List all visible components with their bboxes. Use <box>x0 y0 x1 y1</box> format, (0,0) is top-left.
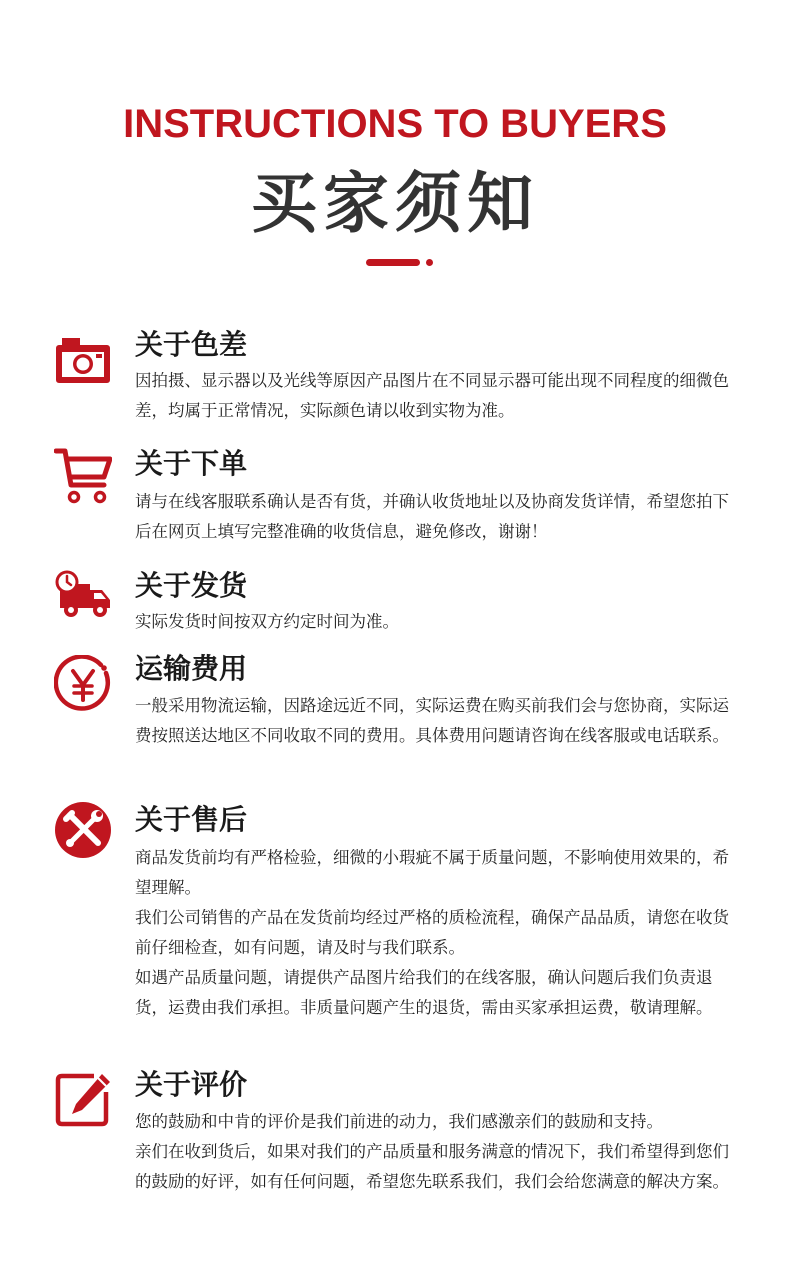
title-divider-dot <box>426 259 433 266</box>
yen-circle-icon <box>54 655 112 713</box>
section-paragraph: 实际发货时间按双方约定时间为准。 <box>135 612 399 631</box>
section-body <box>135 366 743 426</box>
section-paragraph: 因拍摄、显示器以及光线等原因产品图片在不同显示器可能出现不同程度的细微色差，均属于正常情况，实际颜色请以收到实物为准。 <box>135 371 729 420</box>
section-paragraph: 请与在线客服联系确认是否有货，并确认收货地址以及协商发货详情，希望您拍下后在网页上填写完整准确的收货信息，避免修改，谢谢！ <box>135 492 729 541</box>
section-paragraph: 您的鼓励和中肯的评价是我们前进的动力，我们感激亲们的鼓励和支持。 <box>135 1112 663 1131</box>
section-body <box>135 691 743 751</box>
section-body <box>135 843 743 1023</box>
section-paragraph: 一般采用物流运输，因路途远近不同，实际运费在购买前我们会与您协商，实际运费按照送达地区不同收取不同的费用。具体费用问题请咨询在线客服或电话联系。 <box>135 696 729 745</box>
section-title: 关于发货 <box>135 569 248 602</box>
edit-review-icon <box>54 1070 112 1128</box>
section-paragraph: 亲们在收到货后，如果对我们的产品质量和服务满意的情况下，我们希望得到您们的鼓励的好评，如有任何问题，希望您先联系我们，我们会给您满意的解决方案。 <box>135 1142 729 1191</box>
shopping-cart-icon <box>54 447 112 505</box>
section-title: 关于评价 <box>135 1068 248 1101</box>
section-body <box>135 1107 743 1197</box>
section-paragraph: 商品发货前均有严格检验，细微的小瑕疵不属于质量问题，不影响使用效果的，希望理解。 <box>135 848 729 897</box>
section-title: 关于售后 <box>135 803 248 836</box>
section-body <box>135 487 743 547</box>
section-title: 关于色差 <box>135 328 248 361</box>
section-title: 关于下单 <box>135 447 248 480</box>
delivery-truck-icon <box>54 568 112 626</box>
tools-icon <box>54 801 112 859</box>
camera-icon <box>54 333 112 391</box>
section-title: 运输费用 <box>135 652 248 685</box>
title-divider-bar <box>366 259 420 266</box>
section-body <box>135 607 743 637</box>
section-paragraph: 如遇产品质量问题，请提供产品图片给我们的在线客服，确认问题后我们负责退货，运费由我们承担。非质量问题产生的退货，需由买家承担运费，敬请理解。 <box>135 968 713 1017</box>
page-title-cn: 买家须知 <box>251 165 539 242</box>
section-paragraph: 我们公司销售的产品在发货前均经过严格的质检流程，确保产品品质，请您在收货前仔细检查，如有问题，请及时与我们联系。 <box>135 908 729 957</box>
page-title-en: INSTRUCTIONS TO BUYERS <box>123 102 667 146</box>
